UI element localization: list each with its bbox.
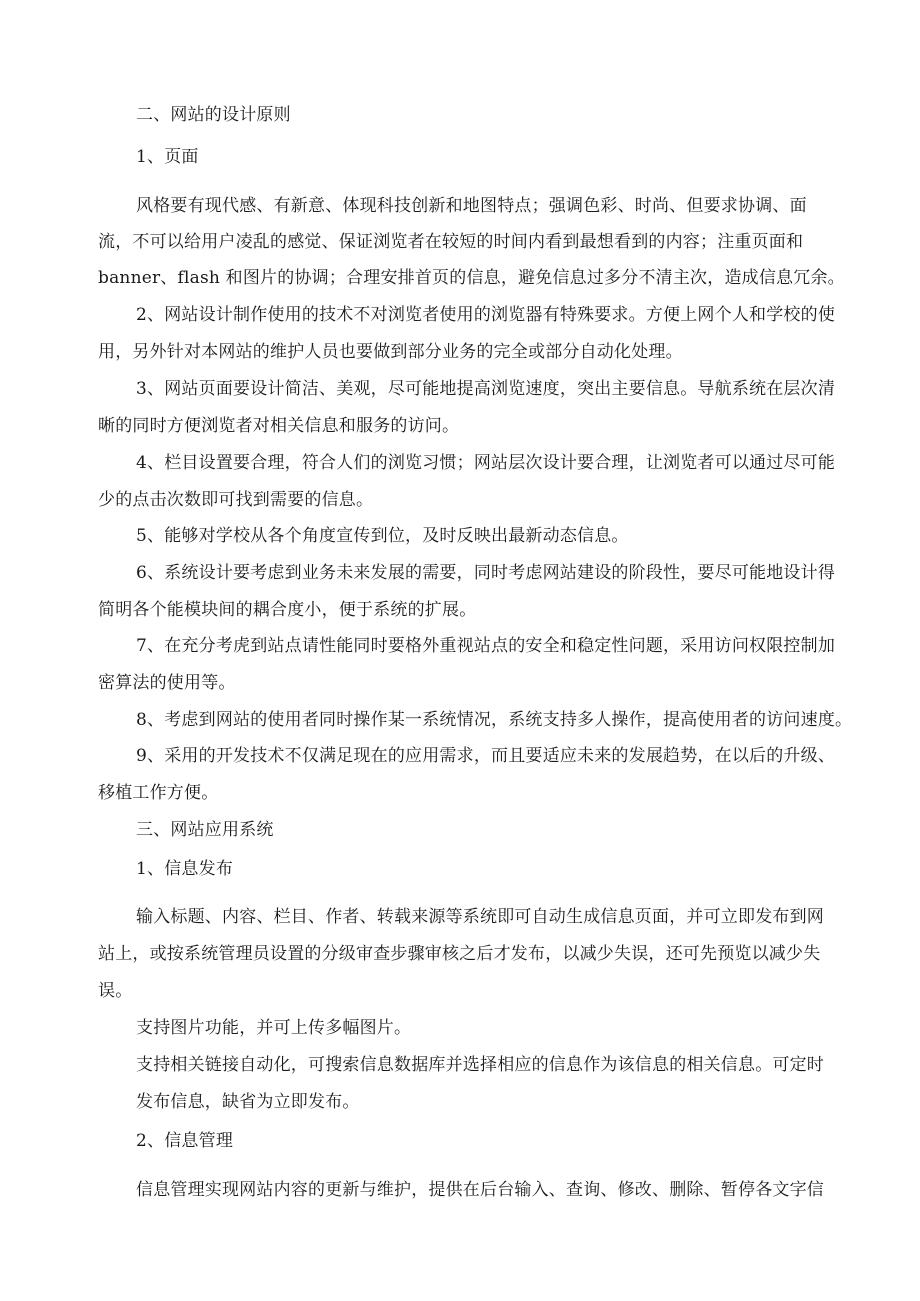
section-heading-application-system: 三、网站应用系统: [136, 820, 274, 840]
item-8-line-1: 8、考虑到网站的使用者同时操作某一系统情况，系统支持多人操作，提高使用者的访问速度。: [136, 710, 853, 730]
paragraph-images-line-1: 支持图片功能，并可上传多幅图片。: [136, 1018, 412, 1038]
item-7-line-1: 7、在充分考虎到站点请性能同时要格外重视站点的安全和稳定性问题，采用访问权限控制加: [136, 636, 836, 656]
item-7-line-2: 密算法的使用等。: [98, 673, 236, 693]
paragraph-style-line-1: 风格要有现代感、有新意、体现科技创新和地图特点；强调色彩、时尚、但要求协调、面: [136, 196, 807, 216]
subheading-info-management: 2、信息管理: [136, 1131, 234, 1151]
paragraph-management-line-1: 信息管理实现网站内容的更新与维护，提供在后台输入、查询、修改、删除、暂停各文字信: [136, 1180, 824, 1200]
item-5-line-1: 5、能够对学校从各个角度宣传到位，及时反映出最新动态信息。: [136, 526, 629, 546]
item-4-line-1: 4、栏目设置要合理，符合人们的浏览习惯；网站层次设计要合理，让浏览者可以通过尽可能: [136, 453, 836, 473]
item-6-line-1: 6、系统设计要考虑到业务未来发展的需要，同时考虑网站建设的阶段性，要尽可能地设计得: [136, 563, 836, 583]
paragraph-publish-line-3: 误。: [98, 981, 133, 1001]
item-9-line-2: 移植工作方便。: [98, 783, 219, 803]
item-3-line-2: 晰的同时方便浏览者对相关信息和服务的访问。: [98, 416, 460, 436]
item-9-line-1: 9、采用的开发技术不仅满足现在的应用需求，而且要适应未来的发展趋势，在以后的升级、: [136, 746, 836, 766]
paragraph-style-line-2: 流，不可以给用户凌乱的感觉、保证浏览者在较短的时间内看到最想看到的内容；注重页面和: [98, 232, 804, 252]
subheading-page: 1、页面: [136, 147, 199, 167]
paragraph-links-line-2: 发布信息，缺省为立即发布。: [136, 1092, 360, 1112]
item-6-line-2: 简明各个能模块间的耦合度小，便于系统的扩展。: [98, 600, 477, 620]
section-heading-design-principles: 二、网站的设计原则: [136, 105, 291, 125]
paragraph-links-line-1: 支持相关链接自动化，可搜索信息数据库并选择相应的信息作为该信息的相关信息。可定时: [136, 1055, 824, 1075]
item-2-line-2: 用，另外针对本网站的维护人员也要做到部分业务的完全或部分自动化处理。: [98, 342, 683, 362]
item-2-line-1: 2、网站设计制作使用的技术不对浏览者使用的浏览器有特殊要求。方便上网个人和学校的使: [136, 305, 836, 325]
paragraph-publish-line-2: 站上，或按系统管理员设置的分级审查步骤审核之后才发布，以减少失误，还可先预览以减少失: [98, 944, 821, 964]
paragraph-publish-line-1: 输入标题、内容、栏目、作者、转载来源等系统即可自动生成信息页面，并可立即发布到网: [136, 907, 824, 927]
subheading-info-publish: 1、信息发布: [136, 859, 234, 879]
paragraph-style-line-3: banner、flash 和图片的协调；合理安排首页的信息，避免信息过多分不清主次，造成信息冗余。: [98, 268, 845, 288]
item-3-line-1: 3、网站页面要设计简洁、美观，尽可能地提高浏览速度，突出主要信息。导航系统在层次清: [136, 379, 836, 399]
item-4-line-2: 少的点击次数即可找到需要的信息。: [98, 490, 374, 510]
